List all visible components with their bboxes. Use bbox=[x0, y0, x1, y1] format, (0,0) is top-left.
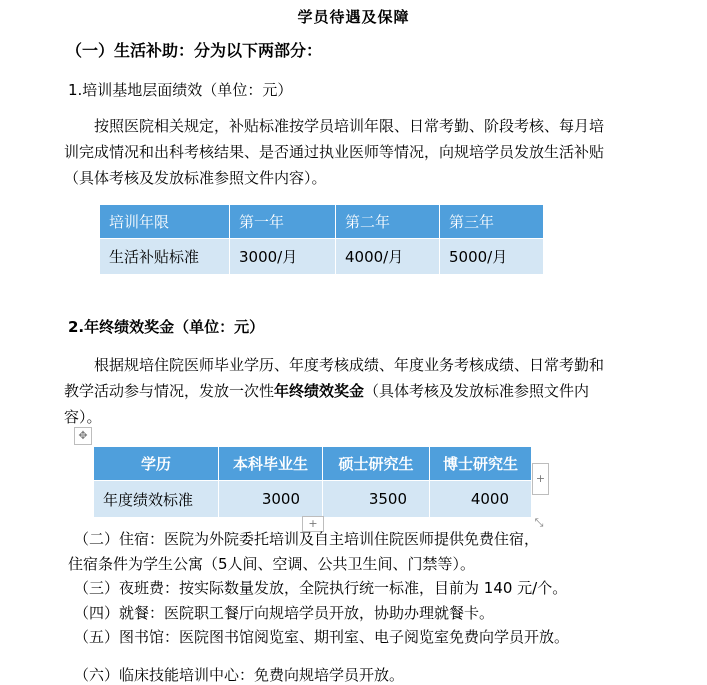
table-header-cell: 学历 bbox=[94, 447, 219, 481]
table-cell: 3000/月 bbox=[230, 239, 336, 275]
section-heading-living-allowance: （一）生活补助：分为以下两部分： bbox=[66, 41, 323, 60]
add-column-icon[interactable]: + bbox=[532, 463, 549, 495]
table-header-cell: 第一年 bbox=[230, 205, 336, 239]
table-resize-handle-icon[interactable]: ⤡ bbox=[532, 516, 546, 530]
list-item-skills-center: （六）临床技能培训中心：免费向规培学员开放。 bbox=[74, 666, 405, 684]
table-cell: 3000 bbox=[219, 481, 323, 518]
paragraph-text: （具体考核及发放标准参照文件内容）。 bbox=[64, 382, 590, 426]
subheading-year-end-bonus: 2.年终绩效奖金（单位：元） bbox=[68, 318, 265, 336]
table-cell: 年度绩效标准 bbox=[94, 481, 219, 518]
paragraph-text: 根据规培住院医师毕业学历、年度考核成绩、年度业务考核成绩、日常考勤和教学活动参与情况，发放一次性 bbox=[64, 356, 605, 400]
table-header-cell: 硕士研究生 bbox=[323, 447, 430, 481]
list-item-dining: （四）就餐：医院职工餐厅向规培学员开放，协助办理就餐卡。 bbox=[74, 604, 495, 622]
table-cell: 3500 bbox=[323, 481, 430, 518]
allowance-table bbox=[99, 204, 544, 275]
table-cell: 4000 bbox=[430, 481, 532, 518]
subheading-base-performance: 1.培训基地层面绩效（单位：元） bbox=[68, 81, 293, 99]
paragraph-bold-text: 年终绩效奖金 bbox=[274, 382, 365, 400]
bonus-table bbox=[93, 446, 532, 518]
table-header-row bbox=[100, 205, 544, 239]
page-title: 学员待遇及保障 bbox=[297, 8, 410, 26]
table-cell: 4000/月 bbox=[336, 239, 440, 275]
table-header-cell: 博士研究生 bbox=[430, 447, 532, 481]
list-item-housing-continued: 住宿条件为学生公寓（5人间、空调、公共卫生间、门禁等）。 bbox=[68, 555, 476, 573]
table-header-cell: 本科毕业生 bbox=[219, 447, 323, 481]
table-cell: 生活补贴标准 bbox=[100, 239, 230, 275]
table-header-cell: 第二年 bbox=[336, 205, 440, 239]
table-header-cell: 第三年 bbox=[440, 205, 544, 239]
paragraph-allowance-rules: 按照医院相关规定，补贴标准按学员培训年限、日常考勤、阶段考核、每月培训完成情况和出科考核结果、是否通过执业医师等情况，向规培学员发放生活补贴（具体考核及发放标准参照文件内容）。 bbox=[64, 117, 605, 187]
table-header-cell: 培训年限 bbox=[100, 205, 230, 239]
add-row-icon[interactable]: + bbox=[302, 516, 324, 532]
list-item-night-shift: （三）夜班费：按实际数量发放，全院执行统一标准，目前为 140 元/个。 bbox=[74, 579, 568, 597]
paragraph-bonus-rules bbox=[64, 352, 609, 430]
table-row bbox=[100, 239, 544, 275]
table-move-handle-icon[interactable]: ✥ bbox=[74, 427, 92, 445]
list-item-housing: （二）住宿：医院为外院委托培训及自主培训住院医师提供免费住宿， bbox=[74, 530, 540, 548]
table-row bbox=[94, 481, 532, 518]
table-header-row bbox=[94, 447, 532, 481]
list-item-library: （五）图书馆：医院图书馆阅览室、期刊室、电子阅览室免费向学员开放。 bbox=[74, 628, 570, 646]
table-cell: 5000/月 bbox=[440, 239, 544, 275]
